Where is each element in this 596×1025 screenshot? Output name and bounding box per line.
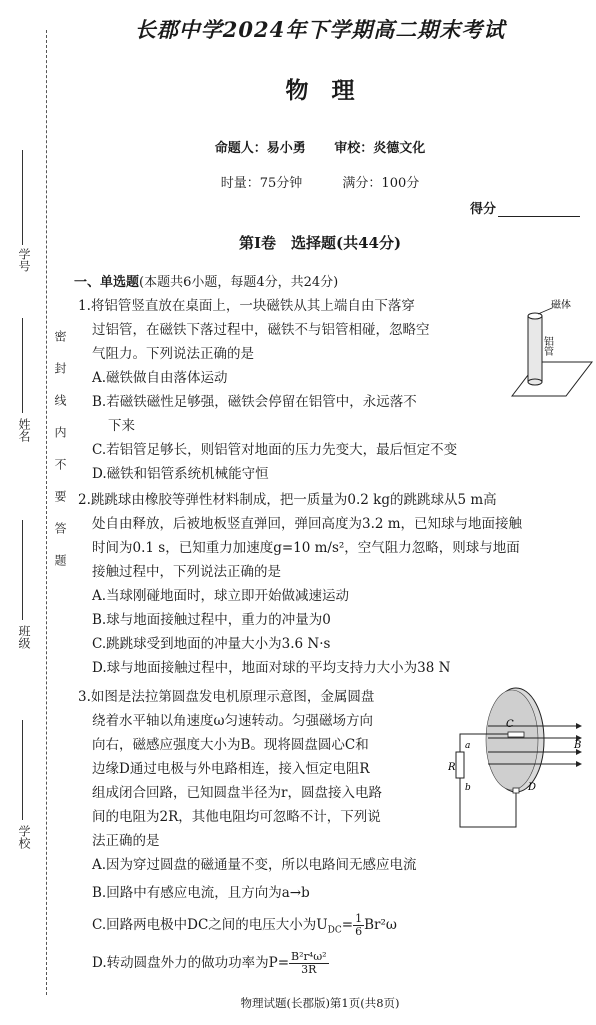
page-footer: 物理试题(长郡版)第1页(共8页) [240,996,400,1010]
q3-option-a: A.因为穿过圆盘的磁通量不变，所以电路间无感应电流 [92,857,417,873]
exam-time: 时量：75分钟 [220,176,303,191]
q1-option-b-cont: 下来 [108,418,135,434]
q3-stem-line-7: 法正确的是 [92,833,160,849]
q3-fig-label-r: R [448,762,456,773]
seal-dashed-line [46,30,47,995]
q1-fig-magnet-label: 磁体 [551,300,571,311]
author: 命题人：易小勇 [214,141,306,156]
score-label: 得分 [470,202,497,217]
q2-stem-line-1: 2.跳跳球由橡胶等弹性材料制成，把一质量为0.2 kg的跳跳球从5 m高 [78,492,497,508]
q3-d-fraction: $\frac{\text{B²r⁴ω²}}{3R}$ [291,949,327,976]
q3-option-c: C.回路两电极中DC之间的电压大小为$U_{DC}=$ $\frac{1}{6}$ Br²ω [92,912,397,938]
score-field [470,198,580,217]
subject-title: 物 理 [285,77,355,104]
exam-title: 长郡中学2024年下学期高二期末考试 [134,17,506,42]
reviewer: 审校：炎德文化 [334,141,426,156]
q1-option-c: C.若铝管足够长，则铝管对地面的压力先变大，最后恒定不变 [92,442,458,458]
section-heading [74,271,338,290]
q1-option-d: D.磁铁和铝管系统机械能守恒 [92,466,269,482]
q1-stem-line-3: 气阻力。下列说法正确的是 [92,346,254,362]
q3-stem-line-3: 向右，磁感应强度大小为B。现将圆盘圆心C和 [92,737,369,753]
q3-fig-label-b: b [465,783,471,793]
q3-figure-faraday-disk [448,682,588,832]
q2-option-c: C.跳跳球受到地面的冲量大小为3.6 N·s [92,636,331,652]
authors-row [70,137,570,156]
q3-fig-label-b-field: B [574,740,582,751]
q3-stem-line-4: 边缘D通过电极与外电路相连，接入恒定电阻R [92,761,370,777]
school-line [22,720,23,820]
q2-option-b: B.球与地面接触过程中，重力的冲量为0 [92,612,331,628]
question-3 [78,685,448,853]
q2-stem-line-3: 时间为0.1 s，已知重力加速度g=10 m/s²，空气阻力忽略，则球与地面 [92,540,520,556]
q2-option-d: D.球与地面接触过程中，地面对球的平均支持力大小为38 N [92,660,451,676]
part-title: 第Ⅰ卷 选择题(共44分) [238,234,402,252]
full-score: 满分：100分 [342,176,420,191]
score-blank [498,204,580,217]
binding-margin [0,0,67,1025]
section-title: 一、单选题 [74,275,140,290]
q3-option-d: D.转动圆盘外力的做功功率为P= $\frac{\text{B²r⁴ω²}}{3R}$ [92,949,327,976]
q3-fig-label-c: C [506,719,514,730]
id-line [22,150,23,245]
q3-fig-label-d: D [528,782,537,793]
q2-option-a: A.当球刚碰地面时，球立即开始做减速运动 [92,588,350,604]
question-3-options [78,853,588,976]
q2-stem-line-4: 接触过程中，下列说法正确的是 [92,564,281,580]
name-line [22,318,23,413]
question-1 [78,294,498,438]
q1-option-a: A.磁铁做自由落体运动 [92,370,228,386]
class-line [22,520,23,620]
q3-c-fraction: $\frac{1}{6}$ [355,912,363,938]
q3-fig-label-a: a [465,741,471,751]
section-note: (本题共6小题，每题4分，共24分) [139,275,339,290]
q2-stem-line-2: 处自由释放，后被地板竖直弹回，弹回高度为3.2 m，已知球与地面接触 [92,516,523,532]
name-label: 姓名 [17,418,31,442]
q3-option-b: B.回路中有感应电流，且方向为a→b [92,885,310,901]
time-row [70,172,570,191]
id-label: 学号 [17,248,31,272]
q1-fig-tube-label: 铝管 [541,336,553,356]
q1-stem-line-2: 过铝管，在磁铁下落过程中，磁铁不与铝管相碰，忽略空 [92,322,430,338]
q1-stem-line-1: 1.将铝管竖直放在桌面上，一块磁铁从其上端自由下落穿 [78,298,415,314]
q1-figure-aluminum-tube [494,294,594,404]
question-1-cd [78,438,578,486]
q1-option-b: B.若磁铁磁性足够强，磁铁会停留在铝管中，永远落不 [92,394,417,410]
seal-warning: 密封线内不要答题 [53,330,67,586]
q3-stem-line-1: 3.如图是法拉第圆盘发电机原理示意图，金属圆盘 [78,689,375,705]
class-label: 班级 [17,625,31,649]
q3-stem-line-6: 间的电阻为2R，其他电阻均可忽略不计，下列说 [92,809,381,825]
q3-stem-line-2: 绕着水平轴以角速度ω匀速转动。匀强磁场方向 [92,713,374,729]
q3-stem-line-5: 组成闭合回路，已知圆盘半径为r，圆盘接入电路 [92,785,382,801]
school-label: 学校 [17,825,31,849]
question-2 [78,488,588,680]
